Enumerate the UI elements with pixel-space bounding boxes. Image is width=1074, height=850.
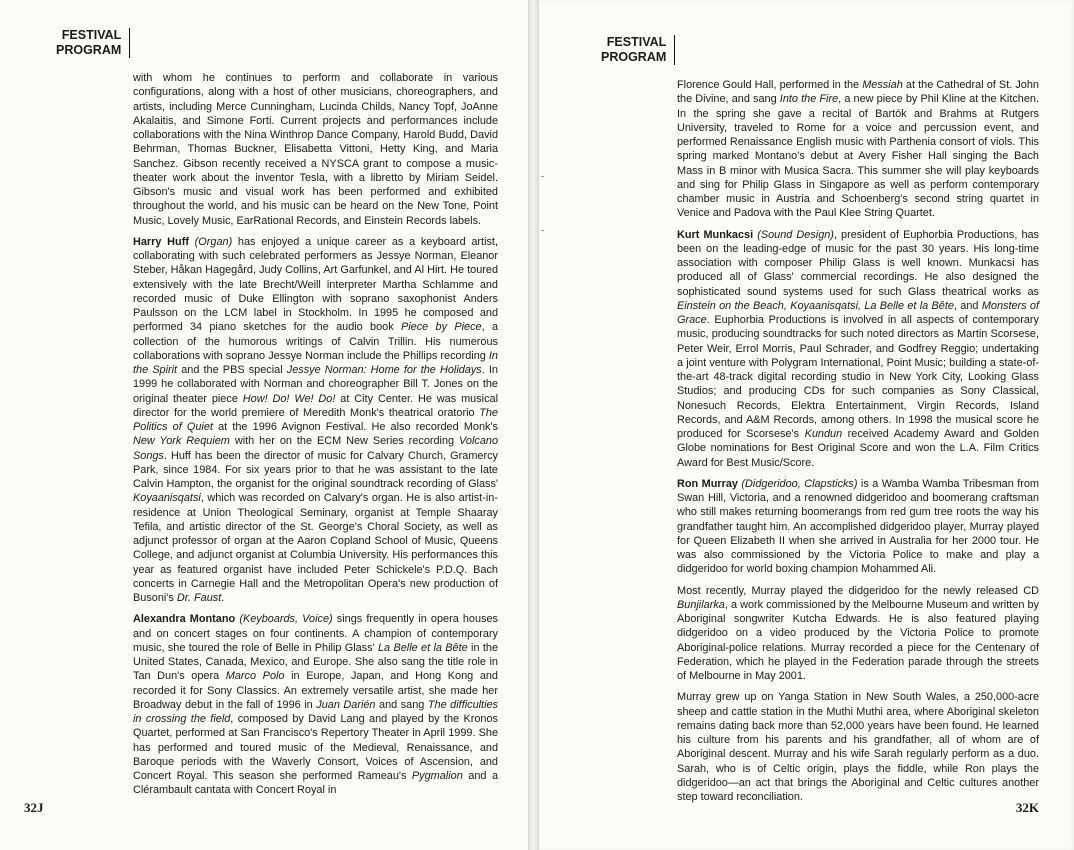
header-line-festival: FESTIVAL	[606, 35, 667, 49]
work-title: Bunjilarka	[677, 598, 725, 611]
bio-text: , president of Euphorbia Productions, has been on the leading-edge of music for the past 30 years. His long-time association with composer Philip Glass is well known. Munkacsi has produced all of Glass' commercial recordings. He also designed the sophisticated sound systems used for such Glass theatrical works as	[677, 228, 1040, 298]
bio-text: .	[221, 592, 225, 604]
bio-text: in Europe, Japan, and Hong Kong and recorded it for Sony Classics. An extremely versatile artist, she made her Broadway debut in the fall of 1996 in	[133, 670, 498, 711]
bio-text: at the Cathedral of St. John the Divine, and sang	[677, 79, 1039, 106]
bio-paragraph-ron-murray	[677, 477, 1039, 577]
work-title: Jessye Norman: Home for the Holidays	[286, 364, 482, 376]
bio-text: and sang	[375, 698, 428, 711]
performer-role: (Didgeridoo, Clapsticks)	[741, 477, 858, 490]
performer-role: (Keyboards, Voice)	[239, 613, 333, 626]
performer-role: (Sound Design)	[757, 228, 834, 241]
work-title: In the Spirit	[133, 349, 498, 376]
performer-name: Kurt Munkacsi	[677, 228, 754, 241]
right-page	[538, 0, 1074, 850]
work-title: Dr. Faust	[176, 592, 222, 604]
bio-text: , which was recorded on Calvary's organ. He is also artist-in-residence at Union Theological Seminary, organist at Temple Shaaray Tefila, and artistic director of the St. George's Choral Society, as well as adjunct professor of organ at the Aaron Copland School of Music, Queens College, and adjunct organist at Columbia University. His performances this year as featured organist have included Peter Schickele's P.D.Q. Bach concerts in Carnegie Hall and the Metropolitan Opera's new production of Busoni's	[133, 492, 498, 604]
festival-program-header	[601, 35, 675, 65]
bio-text: received Academy Award and Golden Globe nominations for Best Original Score and won the L.A. Film Critics Award for Best Music/Score.	[677, 428, 1040, 469]
work-title: Monsters of Grace	[677, 299, 1040, 326]
work-title: Messiah	[862, 79, 903, 91]
work-title: Marco Polo	[225, 670, 285, 683]
work-title: Juan Darién	[316, 698, 376, 711]
bio-paragraph-harry-huff	[133, 235, 498, 606]
bio-text: at City Center. He was musical director for the world premiere of Meredith Monk's theatrical oratorio	[133, 392, 498, 419]
bio-paragraph-murray-origins: Murray grew up on Yanga Station in New South Wales, a 250,000-acre sheep and cattle station in the Muthi Muthi area, where Aboriginal skeleton remains dating back more than 52,000 years have been found. He learned his culture from his parents and his grandfather, all of whom are of Aboriginal descent. Murray and his wife Sarah regularly perform as a duo. Sarah, who is of Celtic origin, plays the fiddle, while Ron plays the didgeridoo—an act that brings the Aboriginal and Celtic cultures another step toward reconciliation.	[677, 691, 1039, 803]
work-title: Pygmalion	[411, 770, 463, 782]
bio-text: . In 1999 he collaborated with Norman and choreographer Bill T. Jones on the original theater piece	[133, 364, 498, 405]
page-number: 32J	[24, 800, 44, 815]
bio-text: at the 1996 Avignon Festival. He also recorded Monk's	[212, 421, 498, 433]
performer-role: (Organ)	[194, 235, 233, 248]
bio-text: Most recently, Murray played the didgeridoo for the newly released CD	[677, 584, 1039, 597]
margin-mark	[541, 230, 544, 231]
bio-text: , and	[953, 299, 982, 312]
header-line-program: PROGRAM	[56, 43, 122, 57]
bio-paragraph-kurt-munkacsi	[677, 228, 1039, 470]
work-title: Piece by Piece	[400, 321, 482, 334]
header-line-program: PROGRAM	[601, 50, 667, 64]
bio-text: , a collection of the humorous writings of Calvin Trillin. His numerous collaborations with soprano Jessye Norman include the Phillips recording	[133, 321, 499, 362]
bio-paragraph-montano-continued	[677, 78, 1039, 221]
bio-text: sings frequently in opera houses and on concert stages on four continents. A champion of contemporary music, she toured the role of Belle in Philip Glass'	[133, 613, 498, 654]
work-title: The Politics of Quiet	[133, 406, 498, 433]
bio-paragraph-alexandra-montano	[133, 612, 498, 797]
page-gutter	[529, 0, 538, 850]
left-text-column	[133, 71, 498, 805]
bio-text: . Huff has been the director of music for Calvary Church, Gramercy Park, since 1984. For six years prior to that he was assistant to the late Calvin Hampton, the organist for the original soundtrack recording of Glass'	[133, 449, 498, 490]
page-number: 32K	[1015, 800, 1039, 815]
work-title: Kundun	[804, 428, 843, 440]
performer-name: Ron Murray	[677, 477, 738, 490]
bio-text: and the PBS special	[177, 364, 287, 376]
bio-text: in the United States, Canada, Mexico, and Europe. She also sang the title role in Tan Dun's opera	[133, 641, 498, 683]
work-title: How! Do! We! Do!	[242, 392, 336, 405]
work-title: Into the Fire	[779, 93, 839, 106]
bio-text: , a new piece by Phil Kline at the Kitchen. In the spring she gave a recital of Bartók and Brahms at Rutgers University, traveled to Rome for a voice and percussion event, and performed Renaissance English music with Parthenia consort of viols. This spring marked Montano's debut at Avery Fisher Hall singing the Bach Mass in B minor with Musica Sacra. This summer she will play keyboards and sing for Philip Glass in Singapore as well as perform contemporary chamber music in Austria and Schoenberg's second string quartet in Venice and Padova with the Paul Klee String Quartet.	[677, 93, 1039, 220]
right-text-column	[677, 78, 1039, 811]
work-title: Volcano Songs	[133, 435, 498, 462]
performer-name: Harry Huff	[133, 235, 189, 248]
performer-name: Alexandra Montano	[133, 613, 236, 626]
bio-text: is a Wamba Wamba Tribesman from Swan Hill, Victoria, and a renowned didgeridoo and boomerang craftsman who still makes returning boomerangs from red gum tree roots the way his grandfather taught him. An accomplished didgeridoo player, Murray played for Queen Elizabeth II when she arrived in Australia for her 2000 tour. He was also commissioned by the Victoria Police to make and play a didgeridoo for world boxing champion Mohammed Ali.	[677, 477, 1040, 576]
bio-text: . Euphorbia Productions is involved in all aspects of contemporary music, producing soundtracks for such noted directors as Martin Scorsese, Peter Weir, Errol Morris, Paul Schrader, and Godfrey Reggio; undertaking a joint venture with Polygram International, Point Music; building a state-of-the-art 48-track digital recording studio in New York City, Looking Glass Studios; and producing CDs for such companies as Sony Classical, Nonesuch Records, Elektra Entertainment, Virgin Records, Island Records, and A&M Records, among others. In 1998 the musical score he produced for Scorsese's	[677, 314, 1039, 440]
work-title: The difficulties in crossing the field	[133, 698, 499, 725]
festival-program-header	[56, 28, 130, 58]
left-page	[0, 0, 529, 850]
header-line-festival: FESTIVAL	[61, 28, 122, 42]
work-title: New York Requiem	[133, 435, 230, 448]
bio-text: , a work commissioned by the Melbourne Museum and written by Aboriginal songwriter Kutcha Edwards. He is also featured playing didgeridoo on a video produced by the Victoria Police to promote Aboriginal-police relations. Murray recorded a piece for the Centenary of Federation, which he played in the Federation parade through the streets of Melbourne in May 2001.	[677, 598, 1039, 682]
bio-text: Florence Gould Hall, performed in the	[677, 79, 863, 91]
work-title: Koyaanisqatsi	[133, 492, 201, 505]
bio-text: and a Clérambault cantata with Concert Royal in	[133, 770, 498, 797]
bio-paragraph-gibson-continued: with whom he continues to perform and collaborate in various configurations, along with a host of other musicians, choreographers, and artists, including Merce Cunningham, Lucinda Childs, Nancy Topf, JoAnne Akalaitis, and Simone Forti. Current projects and performances include collaborations with the Nina Winthrop Dance Company, Harold Budd, David Behrman, Thomas Buckner, Elisabetta Vittoni, Hetty King, and Maria Sanchez. Gibson recently received a NYSCA grant to compose a music-theater work about the inventor Tesla, with a libretto by Miriam Seidel. Gibson's music and visual work has been performed and exhibited throughout the world, and his music can be heard on the New Tone, Point Music, Lovely Music, EarRational Records, and Einstein Records labels.	[133, 72, 498, 227]
bio-paragraph-murray-recent	[677, 584, 1039, 684]
bio-text: has enjoyed a unique career as a keyboard artist, collaborating with such celebrated performers as Jessye Norman, Eleanor Steber, Håkan Hagegård, Judy Collins, Art Garfunkel, and Al Hirt. He toured extensively with the late Brecht/Weill interpreter Martha Schlamme and recorded music of Duke Ellington with soprano saxophonist Anders Paulsson on the LCM label in Stockholm. In 1995 he composed and performed 34 piano sketches for the audio book	[133, 235, 498, 334]
bio-text: with her on the ECM New Series recording	[229, 435, 460, 448]
margin-mark	[541, 176, 544, 177]
work-title: Einstein on the Beach, Koyaanisqatsi, La Belle et la Bête	[677, 299, 954, 312]
work-title: La Belle et la Bête	[378, 641, 468, 654]
bio-text: , composed by David Lang and played by the Kronos Quartet, performed at San Francisco's Repertory Theater in April 1999. She has performed and toured music of the Medieval, Renaissance, and Baroque periods with the Waverly Consort, Voices of Ascension, and Concert Royal. This season she performed Rameau's	[133, 713, 498, 782]
